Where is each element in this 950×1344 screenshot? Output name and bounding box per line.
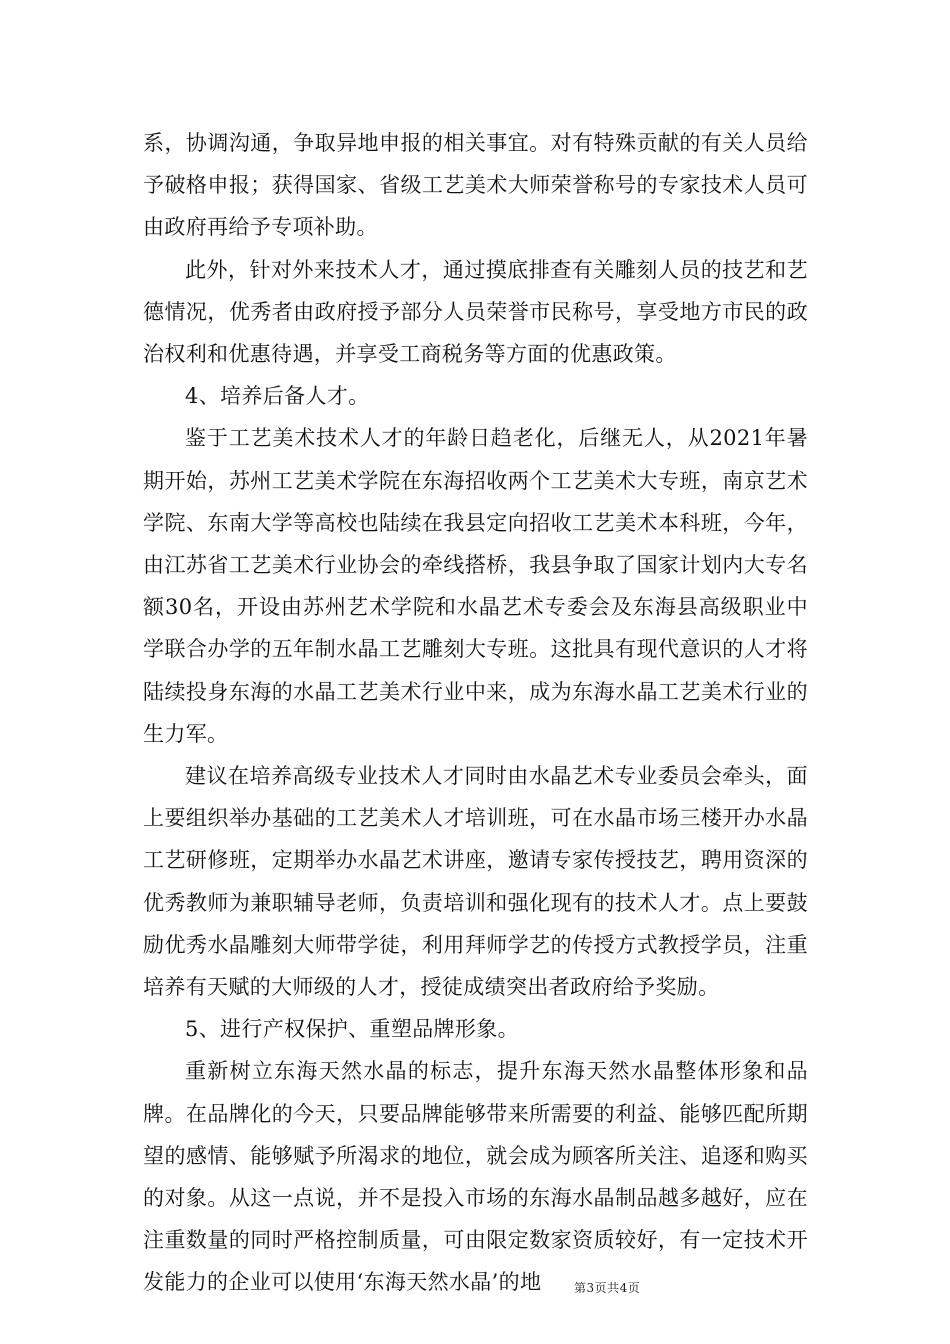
section-heading-5: 5、进行产权保护、重塑品牌形象。 [185, 1017, 519, 1042]
paragraph-foreign-talent: 此外，针对外来技术人才，通过摸底排查有关雕刻人员的技艺和艺德情况，优秀者由政府授予部分人员荣誉市民称号，享受地方市民的政治权利和优惠待遇，并享受工商税务等方面的优惠政策。 [143, 257, 808, 367]
paragraph-reserve-talent: 鉴于工艺美术技术人才的年龄日趋老化，后继无人，从2021年暑期开始，苏州工艺美术学院在东海招收两个工艺美术大专班，南京艺术学院、东南大学等高校也陆续在我县定向招收工艺美术本科班，今年，由江苏省工艺美术行业协会的牵线搭桥，我县争取了国家计划内大专名额30名，开设由苏州艺术学院和水晶艺术专委会及东海县高级职业中学联合办学的五年制水晶工艺雕刻大专班。这批具有现代意识的人才将陆续投身东海的水晶工艺美术行业中来，成为东海水晶工艺美术行业的生力军。 [143, 426, 808, 746]
page-number-footer: 第3页共4页 [574, 1281, 641, 1295]
paragraph-continuation: 系，协调沟通，争取异地申报的相关事宜。对有特殊贡献的有关人员给予破格申报；获得国家、省级工艺美术大师荣誉称号的专家技术人员可由政府再给予专项补助。 [143, 131, 808, 240]
paragraph-brand-image: 重新树立东海天然水晶的标志，提升东海天然水晶整体形象和品牌。在品牌化的今天，只要品牌能够带来所需要的利益、能够匹配所期望的感情、能够赋予所渴求的地位，就会成为顾客所关注、追逐和购买的对象。从这一点说，并不是投入市场的东海水晶制品越多越好，应在注重数量的同时严格控制质量，可由限定数家资质较好，有一定技术开发能力的企业可以使用‘东海天然水晶’的地 [143, 1059, 808, 1295]
section-heading-4: 4、培养后备人才。 [185, 384, 370, 409]
paragraph-training-proposal: 建议在培养高级专业技术人才同时由水晶艺术专业委员会牵头，面上要组织举办基础的工艺美术人才培训班，可在水晶市场三楼开办水晶工艺研修班，定期举办水晶艺术讲座，邀请专家传授技艺，聘用资深的优秀教师为兼职辅导老师，负责培训和强化现有的技术人才。点上要鼓励优秀水晶雕刻大师带学徒，利用拜师学艺的传授方式教授学员，注重培养有天赋的大师级的人才，授徒成绩突出者政府给予奖励。 [143, 764, 808, 1000]
document-body [143, 122, 808, 1304]
